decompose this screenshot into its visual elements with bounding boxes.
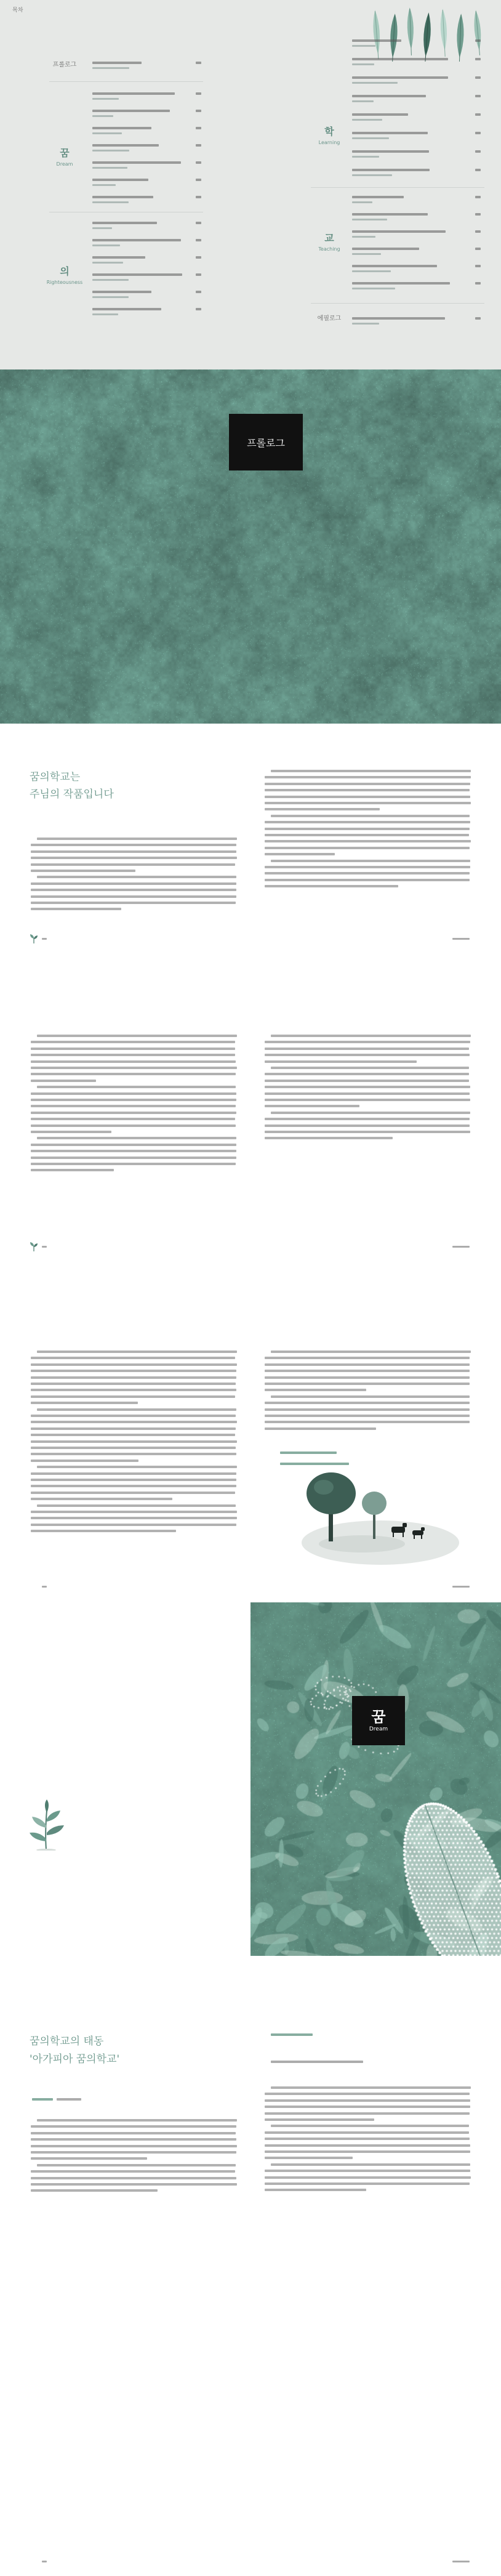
- dream-opener-box: [352, 1696, 405, 1745]
- text-line: [31, 1150, 236, 1152]
- text-line: [31, 1144, 236, 1146]
- text-line: [265, 1118, 470, 1120]
- toc-entry-page: [475, 95, 481, 97]
- text-line: [31, 2151, 236, 2154]
- text-line: [265, 783, 470, 785]
- text-line: [271, 1351, 471, 1353]
- sprout-icon: [30, 1241, 38, 1252]
- toc-entry-title: [352, 230, 446, 233]
- chapter-title-line-1: 꿈의학교의 태동: [30, 2035, 104, 2048]
- toc-entry-title: [352, 213, 428, 216]
- text-line: [31, 902, 236, 904]
- text-line: [31, 1092, 236, 1095]
- toc-divider: [49, 81, 203, 82]
- text-line: [271, 2086, 471, 2089]
- text-line: [31, 1402, 138, 1404]
- running-header-right: [452, 1586, 470, 1588]
- prologue-text-spread: [0, 724, 501, 995]
- prologue-opener-label: 프롤로그: [247, 437, 285, 449]
- text-line: [271, 1035, 471, 1037]
- text-line: [31, 1453, 236, 1455]
- toc-entry-title: [352, 58, 448, 60]
- text-line: [31, 1434, 235, 1436]
- sprout-icon: [30, 933, 38, 944]
- prologue-opener-box: [229, 414, 303, 470]
- page-number-left: [42, 1586, 47, 1588]
- toc-entry-author: [352, 323, 379, 325]
- text-line: [31, 2170, 235, 2173]
- text-line: [265, 847, 470, 849]
- toc-label-prologue: 프롤로그: [52, 62, 77, 68]
- toc-entry-title: [352, 95, 426, 97]
- text-line: [31, 1460, 138, 1462]
- text-line: [271, 860, 470, 862]
- dream-opener-label: 꿈: [371, 1708, 386, 1726]
- text-line: [31, 908, 121, 910]
- text-line: [271, 815, 470, 817]
- toc-entry-page: [475, 39, 481, 42]
- text-line: [31, 1067, 237, 1069]
- green-verse-line-1: [280, 1452, 337, 1454]
- toc-label-dream-en: Dream: [56, 161, 73, 167]
- text-line: [37, 1137, 236, 1139]
- text-line: [31, 2183, 237, 2186]
- text-line: [31, 1395, 235, 1398]
- text-line: [265, 789, 470, 791]
- text-line: [31, 2145, 237, 2147]
- text-line: [37, 1086, 236, 1088]
- dream-opener-sub: Dream: [369, 1726, 388, 1732]
- tree-crown-light: [362, 1492, 387, 1515]
- toc-label-righteousness-en: Righteousness: [46, 280, 83, 285]
- text-line: [265, 1137, 393, 1139]
- prologue-title-line-2: 주님의 작품입니다: [30, 788, 114, 801]
- text-line: [271, 1112, 470, 1114]
- text-line: [265, 1092, 470, 1095]
- toc-entry-author: [352, 100, 374, 102]
- toc-entry-title: [352, 132, 428, 134]
- text-line: [31, 1105, 236, 1107]
- body-text-right: [265, 770, 471, 893]
- text-line: [31, 2189, 158, 2192]
- text-line: [265, 2093, 470, 2095]
- toc-entry-page: [475, 196, 481, 198]
- text-line: [31, 850, 236, 853]
- text-line: [31, 1479, 236, 1481]
- byline-label: [32, 2098, 53, 2101]
- toc-label-teaching-en: Teaching: [318, 246, 340, 252]
- text-line: [37, 2119, 237, 2122]
- text-line: [265, 2144, 470, 2147]
- text-line: [37, 1504, 236, 1507]
- text-line: [31, 889, 236, 891]
- toc-divider: [311, 187, 484, 188]
- page-number-left: [42, 2561, 47, 2562]
- chapter-text-spread: [0, 1956, 501, 2576]
- text-line: [271, 2125, 469, 2127]
- text-spread-2: [0, 995, 501, 1266]
- toc-entry-page: [475, 150, 481, 153]
- running-header-right: [452, 2561, 470, 2562]
- text-line: [271, 770, 471, 772]
- tree-and-animals-illustration: [288, 1458, 460, 1569]
- text-line: [31, 2177, 236, 2179]
- text-line: [271, 1067, 469, 1069]
- text-line: [31, 870, 135, 872]
- page-number-left: [42, 938, 47, 940]
- text-line: [31, 1073, 236, 1075]
- toc-entry-title: [352, 265, 437, 267]
- text-line: [265, 1099, 470, 1101]
- text-line: [265, 1421, 470, 1423]
- text-spread-3: [0, 1266, 501, 1602]
- toc-entry-author: [352, 174, 392, 176]
- toc-entry-page: [475, 132, 481, 134]
- text-line: [37, 1351, 237, 1353]
- toc-entry-author: [352, 119, 382, 121]
- text-line: [265, 1131, 470, 1133]
- text-line: [31, 2138, 236, 2141]
- text-line: [31, 882, 236, 885]
- toc-entry-page: [475, 282, 481, 285]
- toc-entry-title: [352, 282, 450, 285]
- plant-illustration: [25, 1798, 68, 1851]
- body-text-left: [31, 2119, 237, 2199]
- text-line: [265, 2118, 374, 2121]
- toc-label-dream: 꿈: [60, 147, 70, 159]
- body-text-right: [265, 2086, 471, 2197]
- toc-entry-page: [475, 76, 481, 79]
- toc-entry-author: [352, 219, 387, 220]
- text-line: [265, 1060, 417, 1063]
- text-line: [265, 828, 470, 830]
- text-line: [265, 2182, 470, 2185]
- toc-entry-title: [352, 113, 408, 116]
- toc-entry-author: [352, 201, 372, 203]
- toc-entry-author: [352, 288, 395, 289]
- toc-entry-page: [475, 58, 481, 60]
- toc-header: 목차: [12, 7, 23, 14]
- text-line: [265, 853, 335, 855]
- text-line: [265, 1048, 469, 1050]
- text-line: [31, 1421, 237, 1423]
- text-line: [265, 866, 470, 868]
- text-line: [265, 776, 471, 778]
- text-line: [31, 1389, 236, 1391]
- text-line: [265, 872, 470, 874]
- toc-entry-page: [475, 169, 481, 171]
- running-header-right: [452, 938, 470, 940]
- toc-entry-title: [352, 248, 419, 250]
- toc-entry-author: [352, 253, 381, 255]
- text-line: [265, 1408, 470, 1411]
- text-line: [265, 1073, 469, 1075]
- text-line: [37, 838, 237, 840]
- byline-name: [57, 2098, 81, 2101]
- text-line: [265, 2138, 470, 2140]
- text-line: [265, 1086, 470, 1088]
- text-line: [265, 808, 380, 810]
- text-line: [265, 1357, 470, 1359]
- text-line: [265, 2131, 469, 2134]
- text-line: [271, 1395, 470, 1398]
- text-line: [265, 1054, 470, 1056]
- right-quote-line: [271, 2061, 363, 2063]
- text-line: [265, 2150, 470, 2153]
- text-line: [31, 1363, 237, 1366]
- dream-opener-spread: [0, 1602, 501, 1956]
- text-line: [31, 2157, 147, 2160]
- toc-label-righteousness: 의: [60, 265, 70, 277]
- prologue-title-line-1: 꿈의학교는: [30, 771, 81, 783]
- body-text-left: [31, 838, 237, 918]
- tree-crown-highlight: [314, 1480, 334, 1495]
- text-line: [31, 1099, 236, 1101]
- toc-entry-author: [352, 156, 379, 158]
- text-line: [31, 1530, 176, 1532]
- text-line: [31, 1447, 236, 1449]
- text-line: [265, 1402, 470, 1404]
- toc-entry-title: [352, 76, 448, 79]
- text-line: [265, 1080, 469, 1082]
- text-line: [31, 857, 237, 859]
- toc-entry-title: [352, 196, 404, 198]
- toc-divider: [311, 303, 484, 304]
- toc-label-teaching: 교: [324, 232, 334, 244]
- text-line: [31, 1511, 237, 1513]
- toc-entry-page: [475, 317, 481, 320]
- text-line: [31, 895, 236, 898]
- toc-entry-author: [352, 137, 389, 139]
- text-line: [265, 885, 398, 887]
- text-line: [31, 1472, 236, 1475]
- text-line: [31, 1041, 235, 1043]
- text-line: [31, 1498, 172, 1500]
- tree-crown-dark: [307, 1472, 356, 1514]
- toc-entry-title: [352, 39, 401, 42]
- toc-entry-title: [352, 317, 445, 320]
- text-line: [31, 1048, 235, 1050]
- text-line: [31, 1440, 237, 1443]
- page-number-left: [42, 1246, 47, 1248]
- toc-entry-page: [475, 113, 481, 116]
- text-line: [31, 2132, 236, 2134]
- toc-entries-right: [0, 0, 501, 369]
- text-line: [265, 2176, 471, 2179]
- text-line: [37, 1408, 236, 1411]
- text-line: [265, 1363, 470, 1366]
- text-line: [31, 863, 235, 866]
- text-line: [31, 1376, 236, 1379]
- text-line: [31, 1357, 235, 1359]
- green-leaf-pattern-background: [250, 1602, 501, 1956]
- text-line: [31, 1112, 236, 1114]
- toc-entry-author: [352, 82, 398, 84]
- toc-entry-author: [352, 270, 391, 272]
- text-line: [265, 840, 471, 842]
- text-line: [37, 1035, 237, 1037]
- text-line: [37, 2164, 236, 2166]
- text-line: [31, 1163, 236, 1165]
- text-line: [31, 844, 236, 846]
- text-line: [31, 1080, 96, 1082]
- text-line: [31, 1124, 236, 1127]
- toc-spread: [0, 0, 501, 369]
- text-line: [265, 2099, 470, 2102]
- text-line: [31, 1157, 236, 1159]
- text-line: [31, 1054, 235, 1056]
- body-text-left: [31, 1035, 237, 1182]
- text-line: [265, 2189, 366, 2191]
- body-text-right: [265, 1351, 471, 1437]
- toc-entry-page: [475, 213, 481, 216]
- chapter-title-line-2: '아가피아 꿈의학교': [30, 2053, 120, 2065]
- text-line: [265, 1415, 470, 1417]
- prologue-opener-spread: [0, 369, 501, 724]
- toc-entry-page: [475, 230, 481, 233]
- toc-entry-page: [475, 248, 481, 250]
- text-line: [31, 1118, 235, 1120]
- text-line: [31, 1492, 235, 1494]
- body-text-left: [31, 1351, 237, 1541]
- right-section-label: [271, 2033, 313, 2036]
- toc-entry-author: [352, 236, 375, 238]
- text-line: [265, 1124, 470, 1127]
- text-line: [265, 1370, 470, 1372]
- text-line: [265, 879, 470, 881]
- text-line: [31, 1169, 114, 1171]
- text-line: [37, 876, 236, 878]
- text-line: [265, 2157, 353, 2159]
- text-line: [31, 1383, 236, 1385]
- text-line: [31, 1415, 236, 1417]
- toc-entry-title: [352, 150, 429, 153]
- text-line: [265, 2170, 470, 2172]
- text-line: [271, 2163, 470, 2166]
- body-text-right: [265, 1035, 471, 1152]
- running-header-right: [452, 1246, 470, 1248]
- text-line: [37, 1466, 237, 1468]
- text-line: [31, 1427, 236, 1430]
- toc-entry-author: [352, 63, 374, 65]
- text-line: [265, 802, 471, 804]
- text-line: [31, 1524, 236, 1526]
- text-line: [265, 834, 469, 836]
- text-line: [265, 1105, 359, 1107]
- text-line: [265, 1389, 366, 1391]
- text-line: [31, 1060, 236, 1063]
- text-line: [31, 1131, 111, 1133]
- toc-label-learning-en: Learning: [318, 140, 340, 145]
- text-line: [31, 1517, 237, 1519]
- text-line: [265, 1427, 376, 1430]
- text-line: [265, 796, 470, 798]
- toc-entry-title: [352, 169, 430, 171]
- toc-label-learning: 학: [324, 126, 334, 137]
- text-line: [265, 1041, 470, 1043]
- toc-entry-page: [475, 265, 481, 267]
- text-line: [265, 821, 470, 823]
- toc-label-epilogue: 에필로그: [317, 315, 342, 322]
- toc-entry-author: [352, 45, 375, 47]
- text-line: [31, 1370, 236, 1372]
- text-line: [265, 1376, 470, 1379]
- text-line: [265, 2112, 470, 2115]
- text-line: [31, 2125, 236, 2128]
- text-line: [265, 2106, 470, 2108]
- text-line: [31, 1485, 236, 1487]
- text-line: [265, 1383, 470, 1385]
